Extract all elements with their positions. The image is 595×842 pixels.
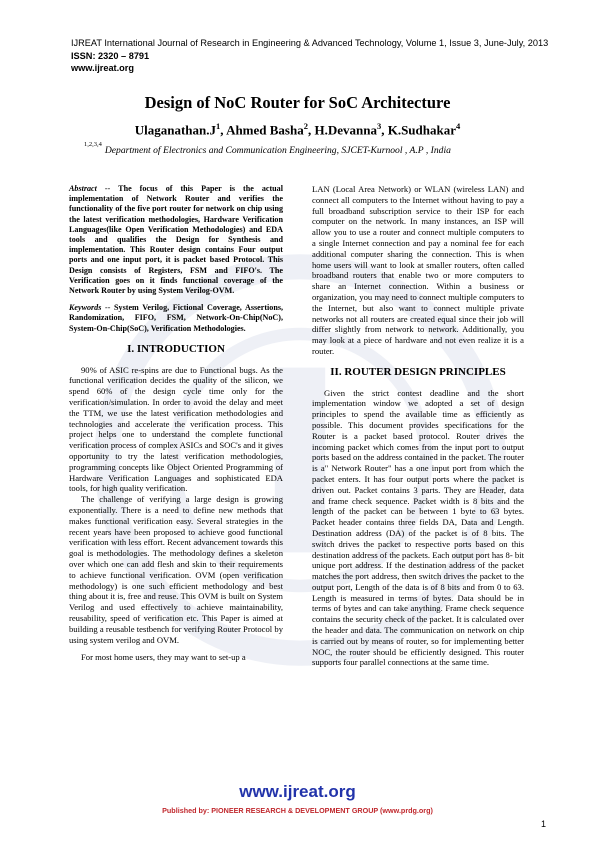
keywords-label: Keywords -- (69, 303, 111, 313)
author-sup: 4 (456, 121, 461, 131)
author-sup: 3 (376, 121, 382, 131)
keywords (69, 303, 283, 334)
right-column (312, 184, 524, 668)
intro-paragraph-3: For most home users, they may want to set-up a (81, 652, 246, 663)
section-heading-introduction: I. INTRODUCTION (127, 342, 225, 355)
page-number: 1 (541, 819, 547, 829)
author-sup: 2 (303, 121, 308, 131)
author-name: H.Devanna (314, 122, 377, 138)
keywords-text: System Verilog, Fictional Coverage, Assertions, Randomization, FIFO, FSM, Network-On-Chip(NoC), System-On-Chip(SoC), Verification Methodologies. (69, 303, 284, 333)
affiliation (84, 142, 544, 157)
left-column (69, 184, 283, 663)
author-sup: 1 (216, 121, 221, 131)
section-heading-router-design: II. ROUTER DESIGN PRINCIPLES (330, 365, 506, 378)
journal-header (71, 37, 551, 75)
journal-line: IJREAT International Journal of Research in Engineering & Advanced Technology, Volume 1, Issue 3, June-July, 2013 (71, 38, 549, 48)
author-name: Ulaganathan.J (134, 122, 217, 138)
footer-publisher: Published by: PIONEER RESEARCH & DEVELOPMENT GROUP (www.prdg.org) (162, 806, 433, 815)
abstract (69, 184, 283, 296)
issn-line: ISSN: 2320 – 8791 (71, 50, 150, 61)
website-line: www.ijreat.org (71, 63, 134, 73)
intro-paragraph-1: 90% of ASIC re-spins are due to Functional bugs. As the functional verification decides the quality of the silicon, we spend 60% of the design cycle time only for the verification/simulation. In order to avoid the delay and meet the TTM, we use the latest verification methodologies and technologies and accelerate the verification process. This project helps one to understand the complete functional verification process of complex ASICs and SOC's and it gives opportunity to try the latest verification methodologies, programming concepts like Object Oriented Programming of Hardware Verification Languages and sophisticated EDA tools, for high quality verification. (69, 364, 283, 494)
affiliation-sup: 1,2,3,4 (84, 141, 102, 148)
abstract-label: Abstract -- (69, 184, 111, 193)
paper-title: Design of NoC Router for SoC Architecture (144, 93, 451, 112)
intro-paragraph-3-continued: LAN (Local Area Network) or WLAN (wireless LAN) and connect all computers to the Internet without having to pay a full broadband subscription service to their ISP for each computer on the network. In many instances, an ISP will allow you to use a router and connect multiple computers to a single Internet connection and pay a nominal fee for each additional computer sharing the connection. This is when home users will want to look at smaller routers, often called broadband routers that enable two or more computers to share an Internet connection. Within a business or organization, you may need to connect multiple computers to the Internet, but also want to connect multiple private networks not all routers are created equal since their job will differ slightly from network to network. Additionally, you may look at a piece of hardware and not even realize it is a router. (312, 184, 524, 356)
intro-paragraph-2: The challenge of verifying a large design is growing exponentially. There is a need to define new methods that makes functional verification easy. Several strategies in the recent years have been proposed to achieve good functional verification with less effort. Recent advancement towards this goal is methodologies. The methodology defines a skeleton over which one can add flesh and skin to their requirements to achieve functional verification. OVM (open verification methodology) is one such efficient methodology and best thing about it is, free and reuse. This OVM is built on System Verilog and used effectively to achieve maintainability, reusability, speed of verification etc. This Paper is aimed at building a reusable testbench for verifying Router Protocol by using system verilog and OVM. (69, 494, 283, 645)
author-name: K.Sudhakar (387, 122, 457, 138)
author-name: Ahmed Basha (226, 122, 304, 138)
affiliation-text: Department of Electronics and Communication Engineering, SJCET-Kurnool , A.P , India (104, 145, 451, 157)
author-list: $Ulaganathan.J^1$, Ahmed Basha$^2$, H.Devanna$^3$, K.Sudhakar$^4$ (134, 121, 461, 138)
router-paragraph-1: Given the strict contest deadline and the short implementation window we adopted a set of design principles to spend the available time as efficiently as possible. This document provides specifications for the Router is a packet based protocol. Router drives the incoming packet which comes from the input port to output ports based on the address contained in the packet. The router is a" Network Router" has a one input port from which the packet enters. It has four output ports where the packet is driven out. Packet contains 3 parts. They are Header, data and frame check sequence. Packet width is 8 bits and the length of the packet can be between 1 byte to 63 bytes. Packet header contains three fields DA, Data and Length. Destination address (DA) of the packet is of 8 bits. The switch drives the packet to respective ports based on this destination address of the packets. Each output port has 8- bit unique port address. If the destination address of the packet matches the port address, then switch drives the packet to the output port, Length of the data is of 8 bits and from 0 to 63. Length is measured in terms of bytes. Data should be in terms of bytes and can take anything. Frame check sequence contains the security check of the packet. It is calculated over the header and data. The communication on network on chip is carried out by means of router, so for implementing better NOC, the router should be efficiently designed. This router supports four parallel connections at the same time. (312, 387, 524, 668)
footer-website-link[interactable]: www.ijreat.org (239, 782, 356, 801)
abstract-text: The focus of this Paper is the actual implementation of Network Router and verifies the functionality of the five port router for network on chip using the latest verification methodologies, Hardware Verification Languages(like Open Verification Methodologies) and EDA tools and qualifies the Design for Synthesis and implementation. This Router design contains Four output ports and one input port, it is packet based Protocol. This Design consists of Registers, FSM and FIFO's. The Verification goes on it finds functional coverage of the Network Router by using System Verilog-OVM. (69, 184, 283, 296)
